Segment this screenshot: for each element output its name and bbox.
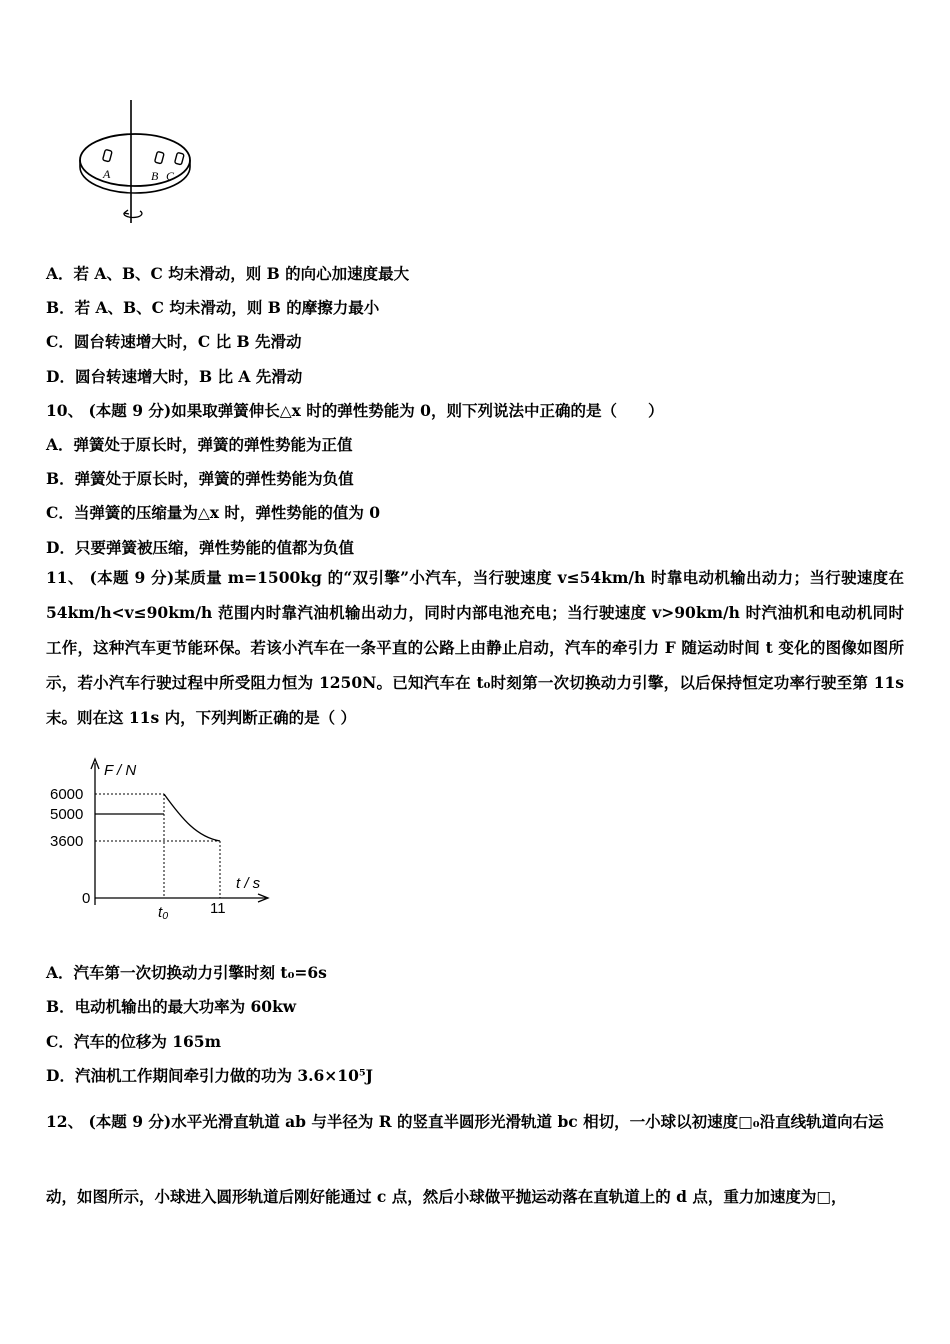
label-a: A [103,167,111,181]
q12-line1: 12、 (本题 9 分)水平光滑直轨道 ab 与半径为 R 的竖直半圆形光滑轨道 bc 相切，一小球以初速度□₀沿直线轨道向右运 [46,1112,884,1131]
x-axis-label: t / s [236,875,261,892]
q9-option-b: B．若 A、B、C 均未滑动，则 B 的摩擦力最小 [46,298,380,317]
force-decay-curve [164,794,220,841]
q9-option-c: C．圆台转速增大时，C 比 B 先滑动 [46,332,302,351]
q10-option-d: D．只要弹簧被压缩，弹性势能的值都为负值 [46,538,354,557]
label-b: B [151,169,159,183]
y-tick-6000: 6000 [50,786,84,803]
q11-option-d: D．汽油机工作期间牵引力做的功为 3.6×10⁵J [46,1066,373,1085]
x-tick-11: 11 [210,900,226,917]
q9-option-d: D．圆台转速增大时，B 比 A 先滑动 [46,367,303,386]
q10-stem: 10、 (本题 9 分)如果取弹簧伸长△x 时的弹性势能为 0，则下列说法中正确的是（ ） [46,401,664,420]
q10-option-b: B．弹簧处于原长时，弹簧的弹性势能为负值 [46,469,354,488]
block-b [155,151,165,163]
y-tick-3600: 3600 [50,833,84,850]
q11-option-c: C．汽车的位移为 165m [46,1032,221,1051]
label-c: C [166,169,175,183]
block-a [103,149,113,161]
force-time-chart [42,755,282,925]
q12-line2: 动，如图所示，小球进入圆形轨道后刚好能通过 c 点，然后小球做平抛运动落在直轨道上的 d 点，重力加速度为□， [46,1187,847,1206]
rotating-disc-figure [40,95,210,235]
q11-option-a: A．汽车第一次切换动力引擎时刻 t₀=6s [46,963,327,982]
origin-label: 0 [82,890,91,907]
q10-option-a: A．弹簧处于原长时，弹簧的弹性势能为正值 [46,435,353,454]
rotation-arrow-icon [124,211,142,217]
q9-option-a: A．若 A、B、C 均未滑动，则 B 的向心加速度最大 [46,264,410,283]
y-axis-label: F / N [104,762,137,779]
q11-option-b: B．电动机输出的最大功率为 60kw [46,997,297,1016]
y-tick-5000: 5000 [50,806,84,823]
x-tick-t0: t₀ [158,904,169,921]
block-c [175,152,185,164]
q11-stem: 11、 (本题 9 分)某质量 m=1500kg 的“双引擎”小汽车，当行驶速度 v≤54km/h 时靠电动机输出动力；当行驶速度在 54km/h<v≤90km/h 范围内时靠汽油机输出动力，同时内部电池充电；当行驶速度 v>90km/h 时汽油机和电动机同时工作，这种汽车更节能环保。若该小汽车在一条平直的公路上由静止启动，汽车的牵引力 F 随运动时间 t 变化的图像如图所示，若小汽车行驶过程中所受阻力恒为 1250N。已知汽车在 t₀时刻第一次切换动力引擎，以后保持恒定功率行驶至第 11s 末。则在这 11s 内，下列判断正确的是（ ） [46,568,904,727]
q10-option-c: C．当弹簧的压缩量为△x 时，弹性势能的值为 0 [46,503,381,522]
